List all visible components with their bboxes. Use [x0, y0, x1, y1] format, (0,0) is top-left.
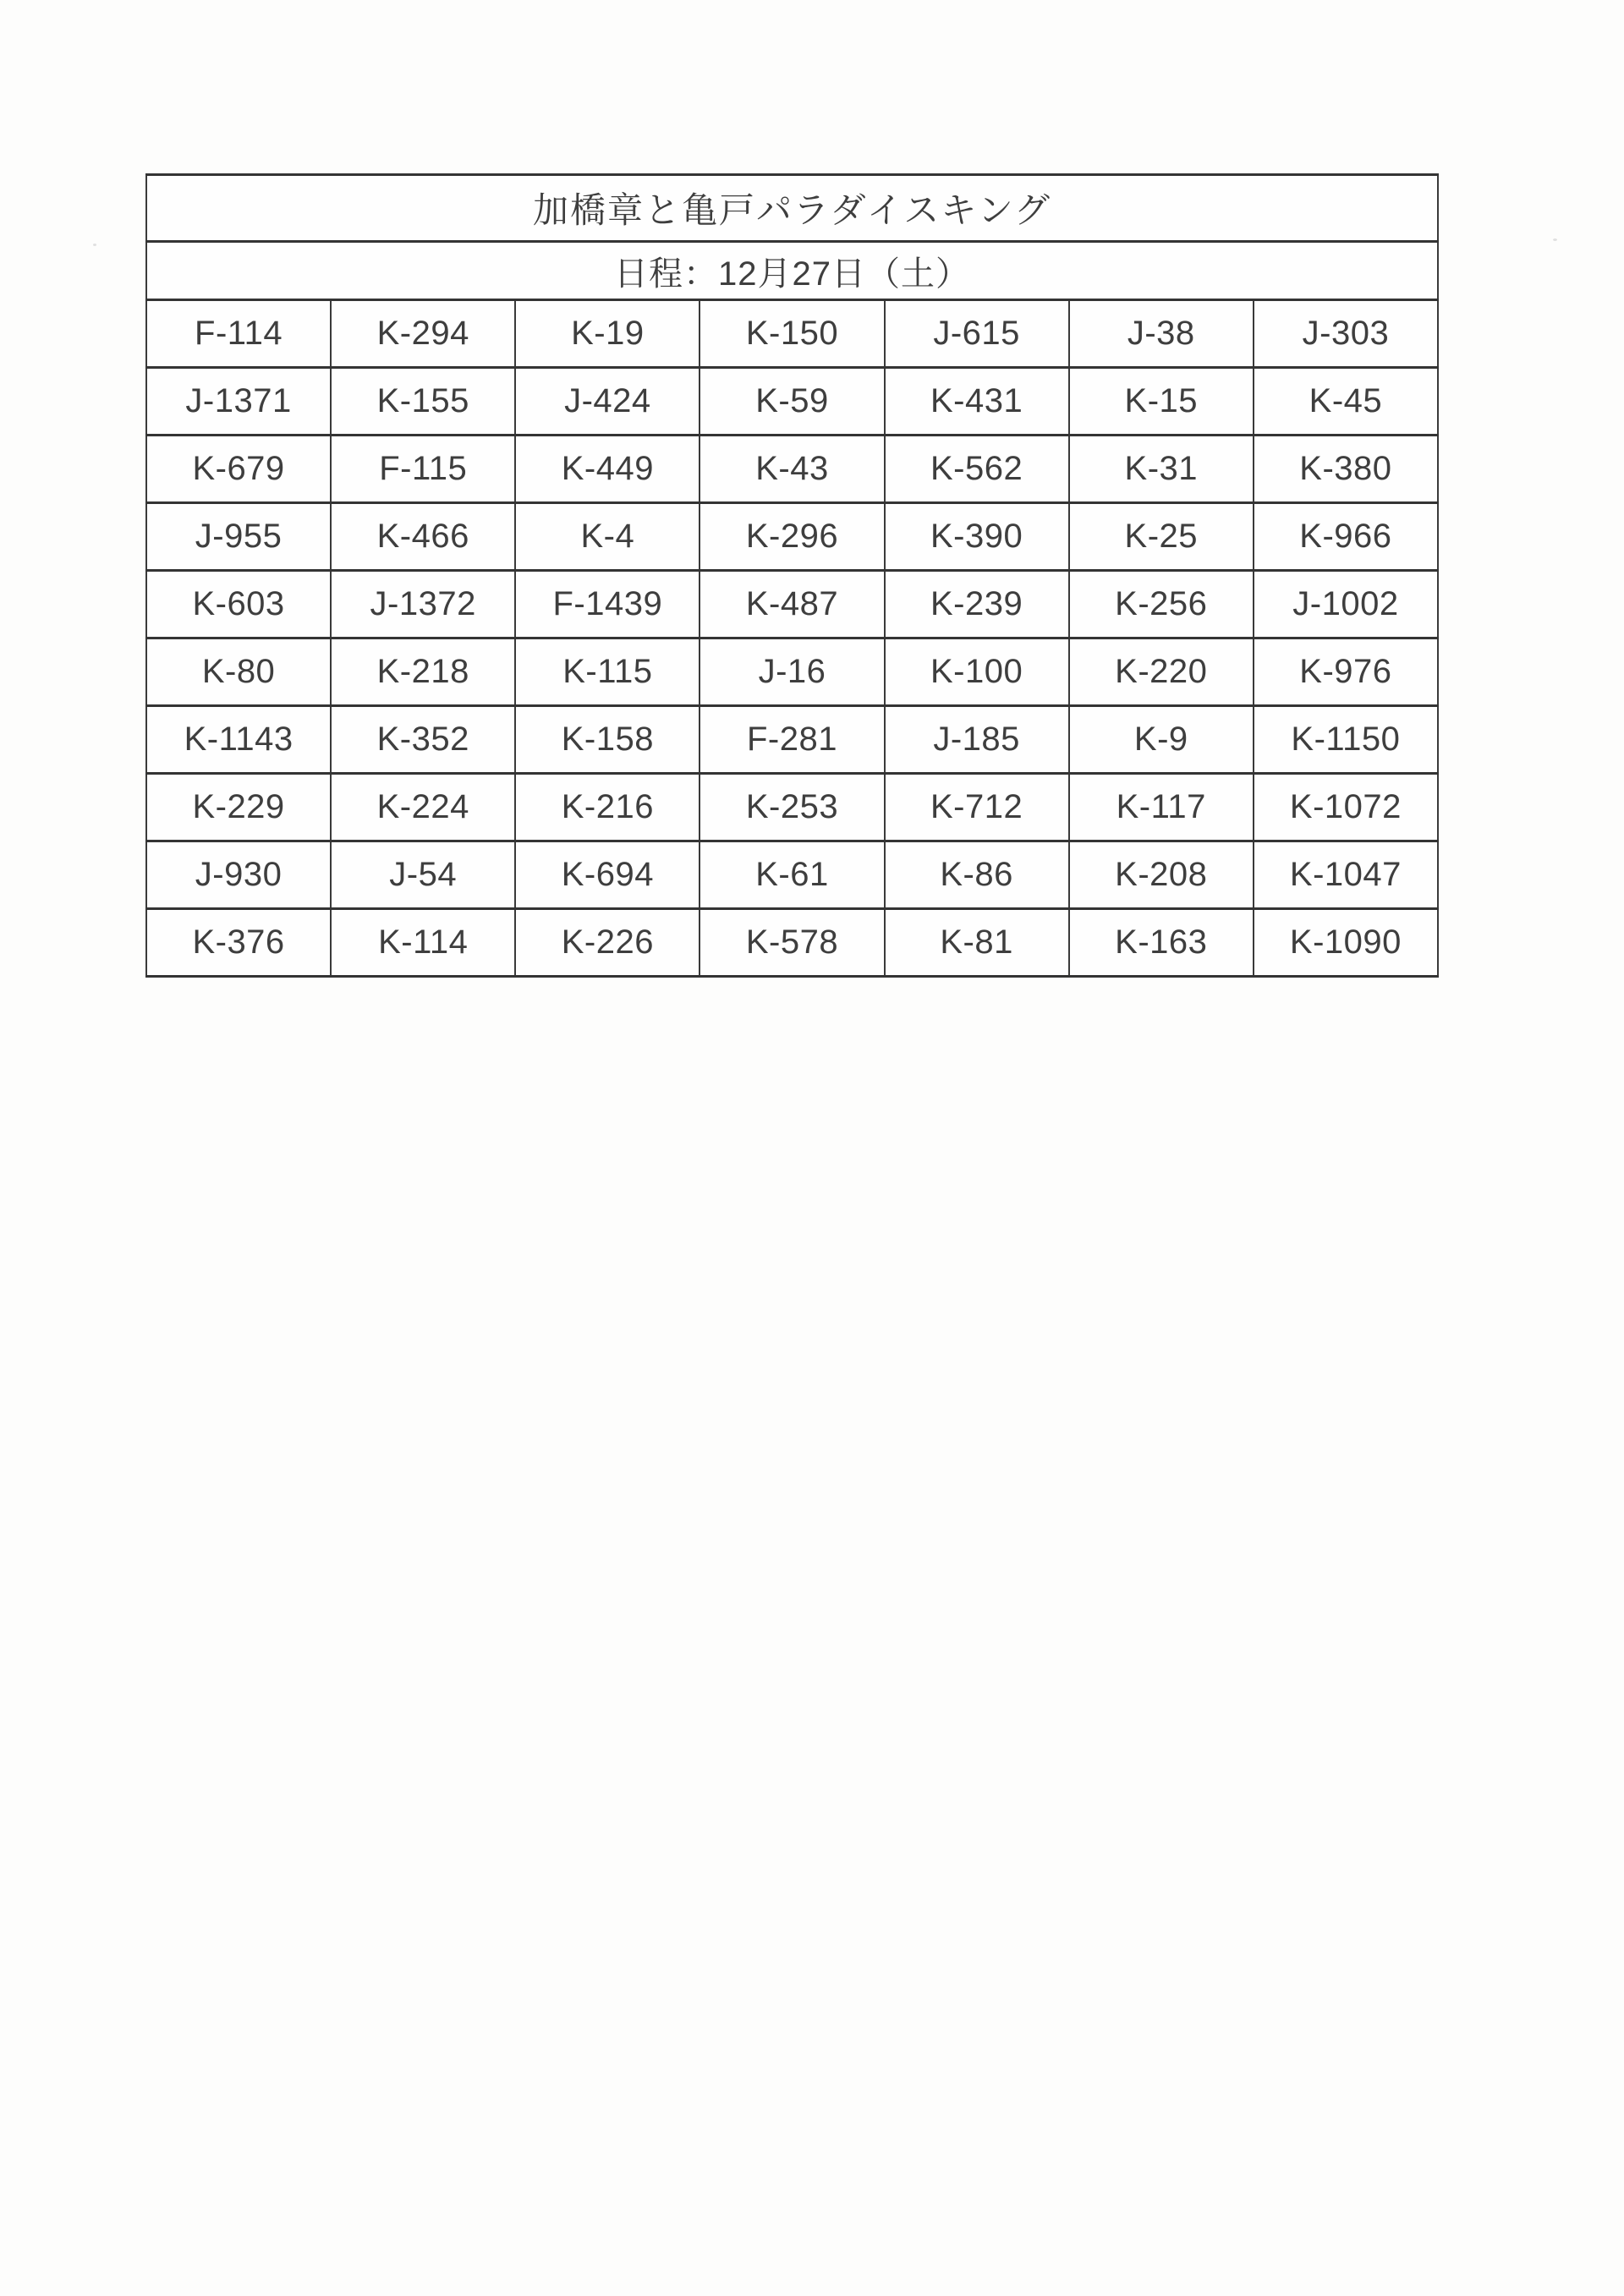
table-row — [146, 300, 1438, 368]
code-cell: K-31 — [1069, 436, 1254, 503]
code-cell: K-208 — [1069, 841, 1254, 909]
code-cell: F-1439 — [515, 571, 700, 638]
table-row — [146, 841, 1438, 909]
code-cell: K-80 — [146, 638, 331, 706]
code-table — [145, 173, 1439, 978]
code-cell: K-59 — [700, 368, 884, 436]
code-cell: K-25 — [1069, 503, 1254, 571]
code-cell: K-562 — [885, 436, 1069, 503]
table-row — [146, 909, 1438, 977]
scan-noise-speck — [1553, 238, 1557, 241]
code-cell: K-712 — [885, 774, 1069, 841]
code-cell: K-679 — [146, 436, 331, 503]
code-cell: K-1047 — [1254, 841, 1438, 909]
code-cell: K-1150 — [1254, 706, 1438, 774]
code-cell: K-216 — [515, 774, 700, 841]
code-cell: J-16 — [700, 638, 884, 706]
code-cell: K-966 — [1254, 503, 1438, 571]
code-cell: K-4 — [515, 503, 700, 571]
code-cell: K-61 — [700, 841, 884, 909]
table-row — [146, 638, 1438, 706]
code-cell: K-1143 — [146, 706, 331, 774]
table-row — [146, 706, 1438, 774]
table-title: 加橋章と亀戸パラダイスキング — [146, 175, 1438, 242]
code-cell: K-224 — [331, 774, 515, 841]
code-cell: K-578 — [700, 909, 884, 977]
code-cell: K-294 — [331, 300, 515, 368]
code-cell: K-253 — [700, 774, 884, 841]
code-cell: J-1371 — [146, 368, 331, 436]
code-cell: K-487 — [700, 571, 884, 638]
code-cell: K-226 — [515, 909, 700, 977]
code-cell: K-155 — [331, 368, 515, 436]
scan-noise-speck — [93, 244, 96, 246]
code-table-body — [146, 175, 1438, 977]
code-cell: K-390 — [885, 503, 1069, 571]
code-cell: K-220 — [1069, 638, 1254, 706]
code-cell: K-376 — [146, 909, 331, 977]
code-cell: K-976 — [1254, 638, 1438, 706]
code-cell: J-930 — [146, 841, 331, 909]
code-cell: F-114 — [146, 300, 331, 368]
code-cell: K-114 — [331, 909, 515, 977]
code-cell: K-256 — [1069, 571, 1254, 638]
table-row — [146, 571, 1438, 638]
code-cell: K-229 — [146, 774, 331, 841]
code-cell: J-1372 — [331, 571, 515, 638]
code-cell: J-303 — [1254, 300, 1438, 368]
code-cell: K-86 — [885, 841, 1069, 909]
code-cell: J-185 — [885, 706, 1069, 774]
code-cell: K-380 — [1254, 436, 1438, 503]
code-cell: K-117 — [1069, 774, 1254, 841]
table-row — [146, 774, 1438, 841]
code-cell: J-54 — [331, 841, 515, 909]
code-cell: K-603 — [146, 571, 331, 638]
table-row — [146, 368, 1438, 436]
code-cell: K-431 — [885, 368, 1069, 436]
code-cell: K-9 — [1069, 706, 1254, 774]
code-cell: K-352 — [331, 706, 515, 774]
code-cell: F-281 — [700, 706, 884, 774]
code-cell: J-615 — [885, 300, 1069, 368]
code-cell: K-694 — [515, 841, 700, 909]
code-cell: J-955 — [146, 503, 331, 571]
code-cell: K-158 — [515, 706, 700, 774]
code-cell: K-100 — [885, 638, 1069, 706]
code-cell: K-163 — [1069, 909, 1254, 977]
code-cell: J-38 — [1069, 300, 1254, 368]
code-cell: K-15 — [1069, 368, 1254, 436]
date-row — [146, 242, 1438, 300]
code-cell: K-218 — [331, 638, 515, 706]
code-cell: K-1090 — [1254, 909, 1438, 977]
code-cell: J-424 — [515, 368, 700, 436]
code-cell: F-115 — [331, 436, 515, 503]
code-cell: J-1002 — [1254, 571, 1438, 638]
table-row — [146, 436, 1438, 503]
code-cell: K-45 — [1254, 368, 1438, 436]
title-row — [146, 175, 1438, 242]
code-cell: K-150 — [700, 300, 884, 368]
code-cell: K-43 — [700, 436, 884, 503]
code-cell: K-1072 — [1254, 774, 1438, 841]
code-cell: K-466 — [331, 503, 515, 571]
table-row — [146, 503, 1438, 571]
code-cell: K-449 — [515, 436, 700, 503]
table-date: 日程：12月27日（土） — [146, 242, 1438, 300]
code-cell: K-81 — [885, 909, 1069, 977]
code-cell: K-19 — [515, 300, 700, 368]
code-cell: K-296 — [700, 503, 884, 571]
code-cell: K-239 — [885, 571, 1069, 638]
code-cell: K-115 — [515, 638, 700, 706]
